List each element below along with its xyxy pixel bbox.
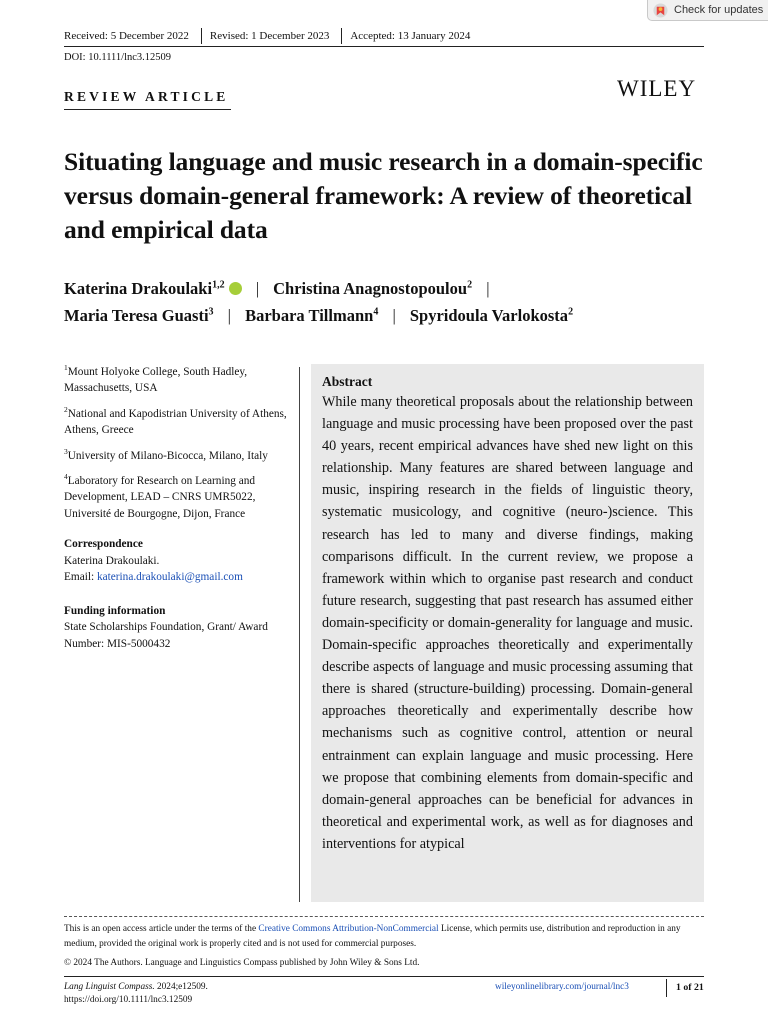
affiliations-column — [64, 360, 289, 652]
author-name: Maria Teresa Guasti — [64, 306, 209, 325]
author-name: Spyridoula Varlokosta — [409, 306, 569, 325]
abstract-text: While many theoretical proposals about the relationship between language and music processing have been proposed over the past 40 years, recent empirical advances have shed new light on this relationship. Many features are shared between language and music, inspiring research in the fields of linguistic theory, systematic musicology, and cognitive (neuro-)science. This research has led to many and diverse findings, making comparisons difficult. In the current review, we propose a framework within which to organise past research and conduct future research, suggesting that past research has assumed either domain-specificity or domain-generality for language and music. Domain-specific approaches theoretically and experimentally describe aspects of language and music processing assuming that there is shared (structure-building) processing. Domain-general approaches theoretically and experimentally describe how mechanisms such as cognitive control, attention or neural entrainment can explain language and music processing. Here we propose that combining elements from domain-specific and domain-general approaches can be beneficial for advances in theoretical and experimental work, as well as for diagnoses and interventions for atypical — [322, 394, 693, 852]
author-affiliation: 4 — [373, 306, 379, 318]
abstract-box — [311, 364, 704, 902]
correspondence-name: Katerina Drakoulaki. — [64, 554, 160, 567]
doi-url[interactable]: https://doi.org/10.1111/lnc3.12509 — [64, 995, 193, 1005]
article-dates — [64, 30, 470, 46]
header-rule — [64, 46, 704, 47]
divider — [341, 28, 342, 44]
author-separator: | — [392, 306, 396, 325]
author-name: Barbara Tillmann — [245, 306, 374, 325]
divider — [201, 28, 202, 44]
article-type-rule — [64, 109, 231, 110]
column-divider — [299, 367, 300, 902]
orcid-icon[interactable] — [229, 282, 242, 295]
accepted-date: Accepted: 13 January 2024 — [350, 30, 471, 42]
check-for-updates-label: Check for updates — [674, 4, 764, 16]
author-separator: | — [227, 306, 231, 325]
correspondence-email-line: Email: katerina.drakoulaki@gmail.com — [64, 571, 243, 584]
author-affiliation: 3 — [208, 306, 214, 318]
abstract-heading: Abstract — [322, 374, 373, 389]
license-text: This is an open access article under the terms of the Creative Commons Attribution-NonCommercial License, which permits use, distribution and reproduction in any medium, provided the original work is properly cited and is not used for commercial purposes. — [64, 924, 681, 949]
email-link[interactable]: katerina.drakoulaki@gmail.com — [96, 571, 243, 584]
article-type: REVIEW ARTICLE — [64, 89, 229, 104]
affiliation: $^1$Mount Holyoke College, South Hadley, Massachusetts, USA — [64, 363, 248, 395]
doi: DOI: 10.1111/lnc3.12509 — [64, 52, 172, 63]
authors-line-2 — [64, 306, 573, 326]
page-number: 1 of 21 — [676, 982, 704, 993]
affiliation: $^3$University of Milano-Bicocca, Milano, Italy — [64, 446, 268, 462]
journal-web-link[interactable]: wileyonlinelibrary.com/journal/lnc3 — [495, 982, 629, 992]
affiliation: $^4$Laboratory for Research on Learning and Development, LEAD – CNRS UMR5022, Université de Bourgogne, Dijon, France — [64, 471, 256, 520]
author-separator: | — [255, 279, 259, 298]
crossmark-icon — [653, 3, 668, 18]
revised-date: Revised: 1 December 2023 — [209, 30, 330, 42]
affiliation: $^2$National and Kapodistrian University of Athens, Athens, Greece — [64, 404, 287, 437]
funding-text: State Scholarships Foundation, Grant/ Award Number: MIS-5000432 — [64, 621, 268, 650]
received-date: Received: 5 December 2022 — [64, 30, 189, 42]
footer-rule — [64, 976, 704, 977]
article-title: Situating language and music research in a domain-specific versus domain-general framework: A review of theoretical and empirical data — [64, 147, 703, 244]
authors-line-1 — [64, 279, 500, 299]
correspondence-heading: Correspondence — [64, 538, 143, 551]
author-separator: | — [486, 279, 490, 298]
footer-divider — [64, 916, 704, 917]
copyright: © 2024 The Authors. Language and Linguistics Compass published by John Wiley & Sons Ltd. — [64, 958, 420, 968]
author-affiliation: 2 — [568, 306, 574, 318]
author-name: Katerina Drakoulaki — [64, 279, 213, 298]
author-name: Christina Anagnostopoulou — [273, 279, 468, 298]
author-affiliation: 1,2 — [212, 279, 225, 291]
publisher-logo: WILEY — [617, 76, 697, 101]
funding-heading: Funding information — [64, 604, 166, 617]
page-divider — [666, 979, 667, 997]
author-affiliation: 2 — [467, 279, 473, 291]
check-for-updates-button[interactable] — [647, 0, 768, 21]
journal-citation: Lang Linguist Compass. 2024;e12509. — [64, 982, 208, 992]
license-link[interactable]: Creative Commons Attribution-NonCommercial — [258, 924, 439, 934]
